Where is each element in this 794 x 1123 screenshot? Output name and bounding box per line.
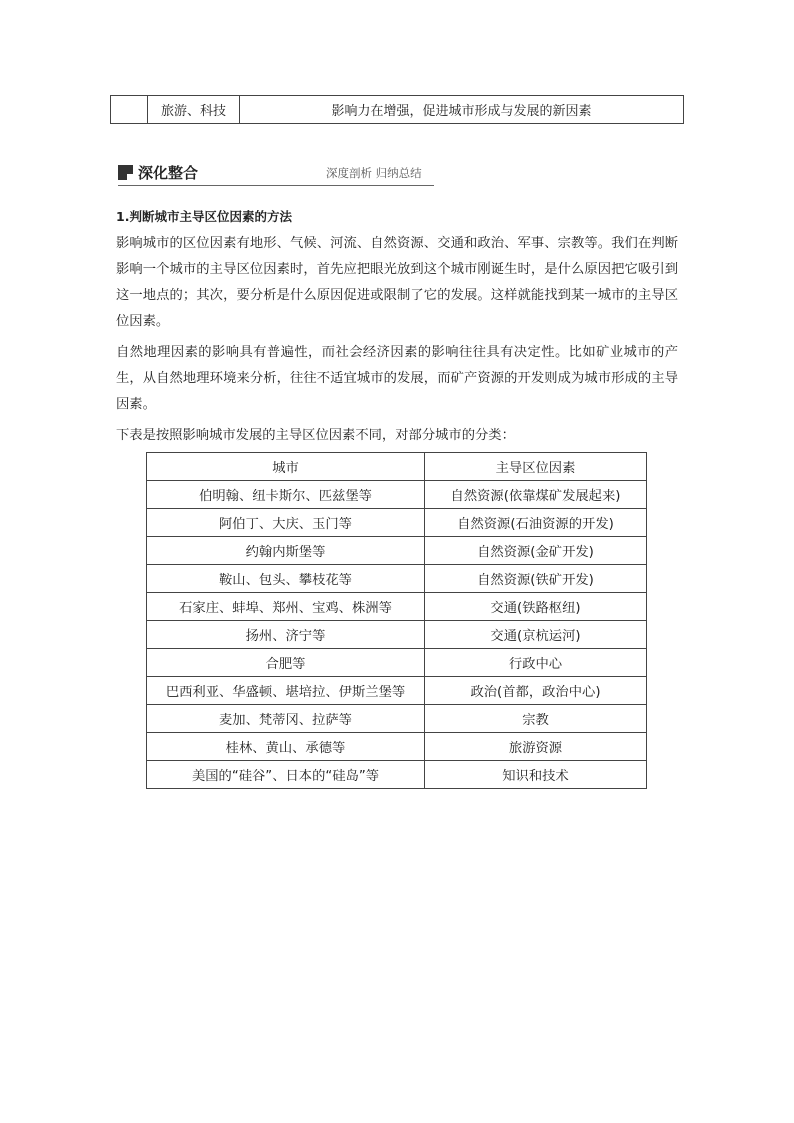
table-cell: 影响力在增强，促进城市形成与发展的新因素 bbox=[240, 96, 684, 124]
factor-cell: 交通(京杭运河) bbox=[425, 621, 647, 649]
factor-cell: 知识和技术 bbox=[425, 761, 647, 789]
subheading: 1.判断城市主导区位因素的方法 bbox=[116, 209, 292, 224]
section-header bbox=[118, 162, 434, 188]
table-row bbox=[147, 761, 647, 789]
table-row bbox=[147, 677, 647, 705]
paragraph: 下表是按照影响城市发展的主导区位因素不同，对部分城市的分类： bbox=[116, 428, 515, 443]
city-cell: 麦加、梵蒂冈、拉萨等 bbox=[147, 705, 425, 733]
table-row bbox=[147, 705, 647, 733]
city-cell: 约翰内斯堡等 bbox=[147, 537, 425, 565]
factor-cell: 宗教 bbox=[425, 705, 647, 733]
paragraph: 影响城市的区位因素有地形、气候、河流、自然资源、交通和政治、军事、宗教等。我们在判断影响一个城市的主导区位因素时，首先应把眼光放到这个城市刚诞生时，是什么原因把它吸引到这一地点的；其次，要分析是什么原因促进或限制了它的发展。这样就能找到某一城市的主导区位因素。 bbox=[116, 236, 678, 329]
city-cell: 桂林、黄山、承德等 bbox=[147, 733, 425, 761]
table-row bbox=[111, 96, 684, 124]
city-cell: 合肥等 bbox=[147, 649, 425, 677]
city-cell: 扬州、济宁等 bbox=[147, 621, 425, 649]
city-classification-table bbox=[146, 452, 647, 789]
table-row bbox=[147, 733, 647, 761]
table-header-row bbox=[147, 453, 647, 481]
square-bullet-icon bbox=[118, 165, 133, 180]
city-cell: 阿伯丁、大庆、玉门等 bbox=[147, 509, 425, 537]
factor-cell: 自然资源(依靠煤矿发展起来) bbox=[425, 481, 647, 509]
continuation-table bbox=[110, 95, 684, 124]
factor-cell: 自然资源(金矿开发) bbox=[425, 537, 647, 565]
factor-cell: 交通(铁路枢纽) bbox=[425, 593, 647, 621]
city-cell: 美国的“硅谷”、日本的“硅岛”等 bbox=[147, 761, 425, 789]
section-divider bbox=[118, 185, 434, 186]
city-cell: 巴西利亚、华盛顿、堪培拉、伊斯兰堡等 bbox=[147, 677, 425, 705]
factor-cell: 旅游资源 bbox=[425, 733, 647, 761]
table-row bbox=[147, 565, 647, 593]
city-cell: 鞍山、包头、攀枝花等 bbox=[147, 565, 425, 593]
table-row bbox=[147, 481, 647, 509]
table-row bbox=[147, 621, 647, 649]
column-header: 城市 bbox=[147, 453, 425, 481]
table-cell: 旅游、科技 bbox=[148, 96, 240, 124]
factor-cell: 自然资源(石油资源的开发) bbox=[425, 509, 647, 537]
table-cell-empty bbox=[111, 96, 148, 124]
factor-cell: 行政中心 bbox=[425, 649, 647, 677]
table-row bbox=[147, 649, 647, 677]
table-row bbox=[147, 537, 647, 565]
factor-cell: 自然资源(铁矿开发) bbox=[425, 565, 647, 593]
section-title: 深化整合 bbox=[138, 164, 199, 182]
factor-cell: 政治(首都，政治中心) bbox=[425, 677, 647, 705]
section-subtitle: 深度剖析 归纳总结 bbox=[326, 166, 422, 180]
table-row bbox=[147, 593, 647, 621]
column-header: 主导区位因素 bbox=[425, 453, 647, 481]
city-cell: 伯明翰、纽卡斯尔、匹兹堡等 bbox=[147, 481, 425, 509]
city-cell: 石家庄、蚌埠、郑州、宝鸡、株洲等 bbox=[147, 593, 425, 621]
paragraph: 自然地理因素的影响具有普遍性，而社会经济因素的影响往往具有决定性。比如矿业城市的产生，从自然地理环境来分析，往往不适宜城市的发展，而矿产资源的开发则成为城市形成的主导因素。 bbox=[116, 345, 678, 412]
table-row bbox=[147, 509, 647, 537]
